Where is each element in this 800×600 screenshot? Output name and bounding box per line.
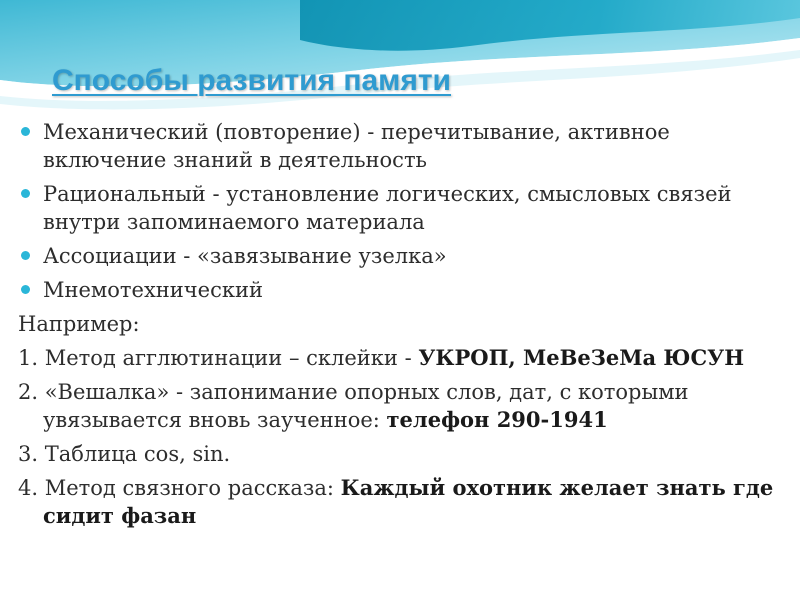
list-item-text: Механический (повторение) - перечитывание, активное включение знаний в деятельность — [43, 120, 670, 172]
list-item — [18, 276, 788, 304]
wave-header-decoration — [0, 0, 800, 120]
list-item-text: Мнемотехнический — [43, 278, 263, 302]
bullet-dot-icon — [21, 251, 30, 260]
memory-methods-list — [18, 118, 788, 304]
method-text: 2. «Вешалка» - запонимание опорных слов, дат, с которыми увязывается вновь заученное: — [18, 380, 689, 432]
method-text: 1. Метод агглютинации – склейки - — [18, 346, 419, 370]
bullet-dot-icon — [21, 285, 30, 294]
bullet-dot-icon — [21, 127, 30, 136]
method-item — [18, 344, 788, 372]
list-item — [18, 118, 788, 174]
slide-content — [18, 118, 788, 536]
list-item-text: Рациональный - установление логических, смысловых связей внутри запоминаемого материала — [43, 182, 732, 234]
method-example: Каждый охотник желает знать где сидит фазан — [43, 475, 774, 528]
method-text: 4. Метод связного рассказа: — [18, 476, 341, 500]
method-item — [18, 474, 788, 530]
list-item — [18, 242, 788, 270]
method-item — [18, 378, 788, 434]
method-text: 3. Таблица cos, sin. — [18, 442, 231, 466]
method-item — [18, 440, 788, 468]
list-item — [18, 180, 788, 236]
list-item-text: Ассоциации - «завязывание узелка» — [43, 244, 447, 268]
bullet-dot-icon — [21, 189, 30, 198]
example-label: Например: — [18, 312, 140, 336]
method-example: телефон 290-1941 — [386, 407, 608, 432]
slide-title: Способы развития памяти — [52, 64, 451, 97]
method-example: УКРОП, МеВеЗеМа ЮСУН — [418, 345, 745, 370]
